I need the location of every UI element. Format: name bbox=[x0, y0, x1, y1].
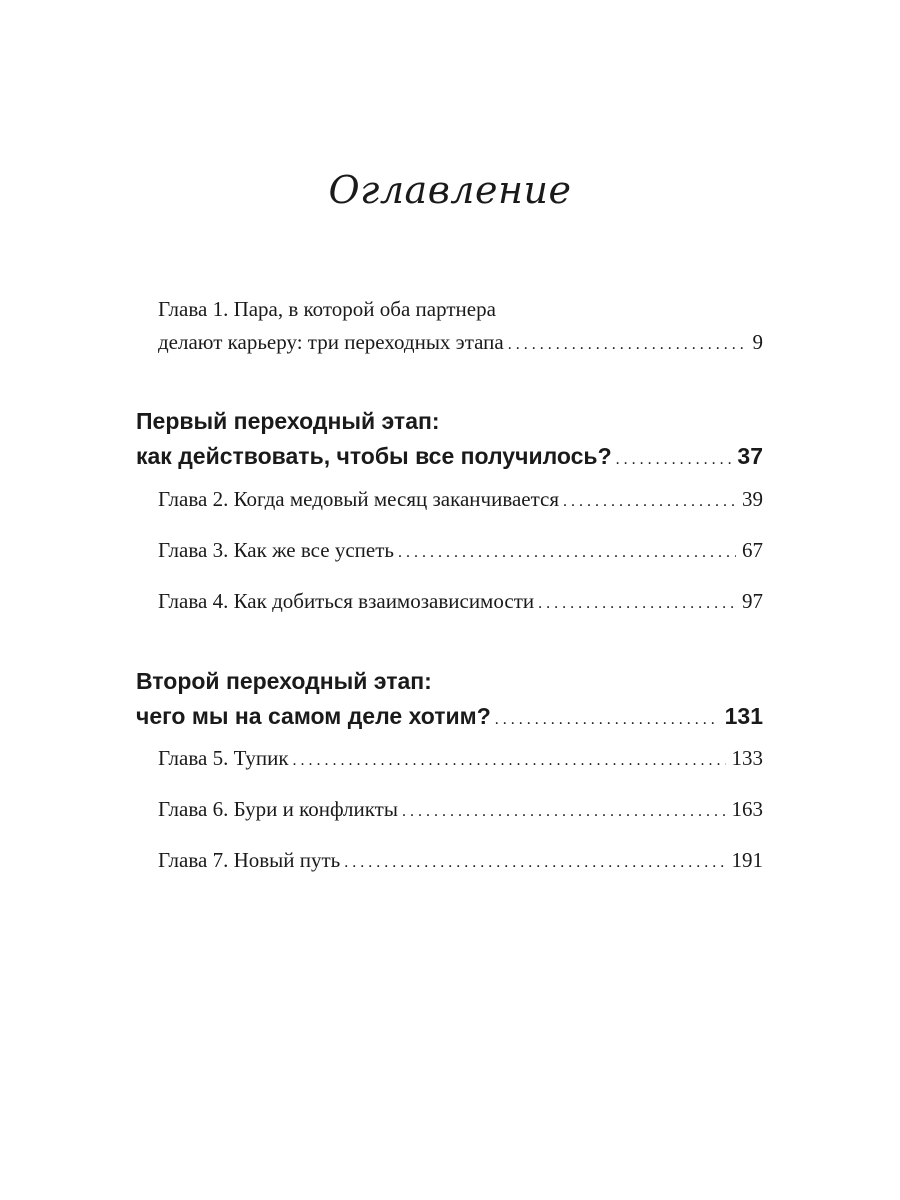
toc-entry-label: Глава 3. Как же все успеть bbox=[158, 538, 394, 562]
leader-dots bbox=[398, 544, 736, 562]
leader-dots bbox=[293, 752, 726, 770]
page-number: 163 bbox=[731, 797, 763, 821]
part-1-title-line1: Первый переходный этап: bbox=[136, 408, 440, 434]
toc-entry-chapter-1[interactable] bbox=[158, 330, 763, 355]
toc-entry-chapter-3[interactable] bbox=[158, 538, 763, 563]
toc-entry-label: Глава 5. Тупик bbox=[158, 746, 289, 770]
leader-dots bbox=[538, 595, 736, 613]
toc-entry-chapter-5[interactable] bbox=[158, 746, 763, 771]
page-number: 39 bbox=[742, 487, 763, 511]
page-number: 191 bbox=[731, 848, 763, 872]
toc-entry-part-1[interactable] bbox=[136, 443, 763, 470]
leader-dots bbox=[616, 451, 732, 469]
page-number: 97 bbox=[742, 589, 763, 613]
toc-entry-chapter-4[interactable] bbox=[158, 589, 763, 614]
page-title: Оглавление bbox=[328, 168, 572, 212]
leader-dots bbox=[508, 336, 747, 354]
toc-entry-label: как действовать, чтобы все получилось? bbox=[136, 443, 612, 469]
part-2-title-line1: Второй переходный этап: bbox=[136, 668, 432, 694]
toc-entry-label: Глава 2. Когда медовый месяц заканчивается bbox=[158, 487, 560, 511]
leader-dots bbox=[402, 803, 726, 821]
leader-dots bbox=[495, 711, 719, 729]
toc-entry-chapter-6[interactable] bbox=[158, 797, 763, 822]
toc-entry-label: Глава 7. Новый путь bbox=[158, 848, 341, 872]
toc-entry-label: Глава 4. Как добиться взаимозависимости bbox=[158, 589, 535, 613]
page-number: 133 bbox=[731, 746, 763, 770]
toc-entry-part-2[interactable] bbox=[136, 703, 763, 730]
toc-entry-label: чего мы на самом деле хотим? bbox=[136, 703, 491, 729]
toc-entry-label: делают карьеру: три переходных этапа bbox=[158, 330, 504, 354]
page-number: 37 bbox=[737, 443, 763, 469]
toc-entry-label: Глава 6. Бури и конфликты bbox=[158, 797, 398, 821]
toc-entry-chapter-7[interactable] bbox=[158, 848, 763, 873]
toc-entry-chapter-1-line1: Глава 1. Пара, в которой оба партнера bbox=[158, 297, 496, 321]
toc-entry-chapter-2[interactable] bbox=[158, 487, 763, 512]
page-number: 131 bbox=[724, 703, 763, 729]
leader-dots bbox=[344, 854, 725, 872]
leader-dots bbox=[563, 493, 736, 511]
page-number: 67 bbox=[742, 538, 763, 562]
page-number: 9 bbox=[752, 330, 763, 354]
